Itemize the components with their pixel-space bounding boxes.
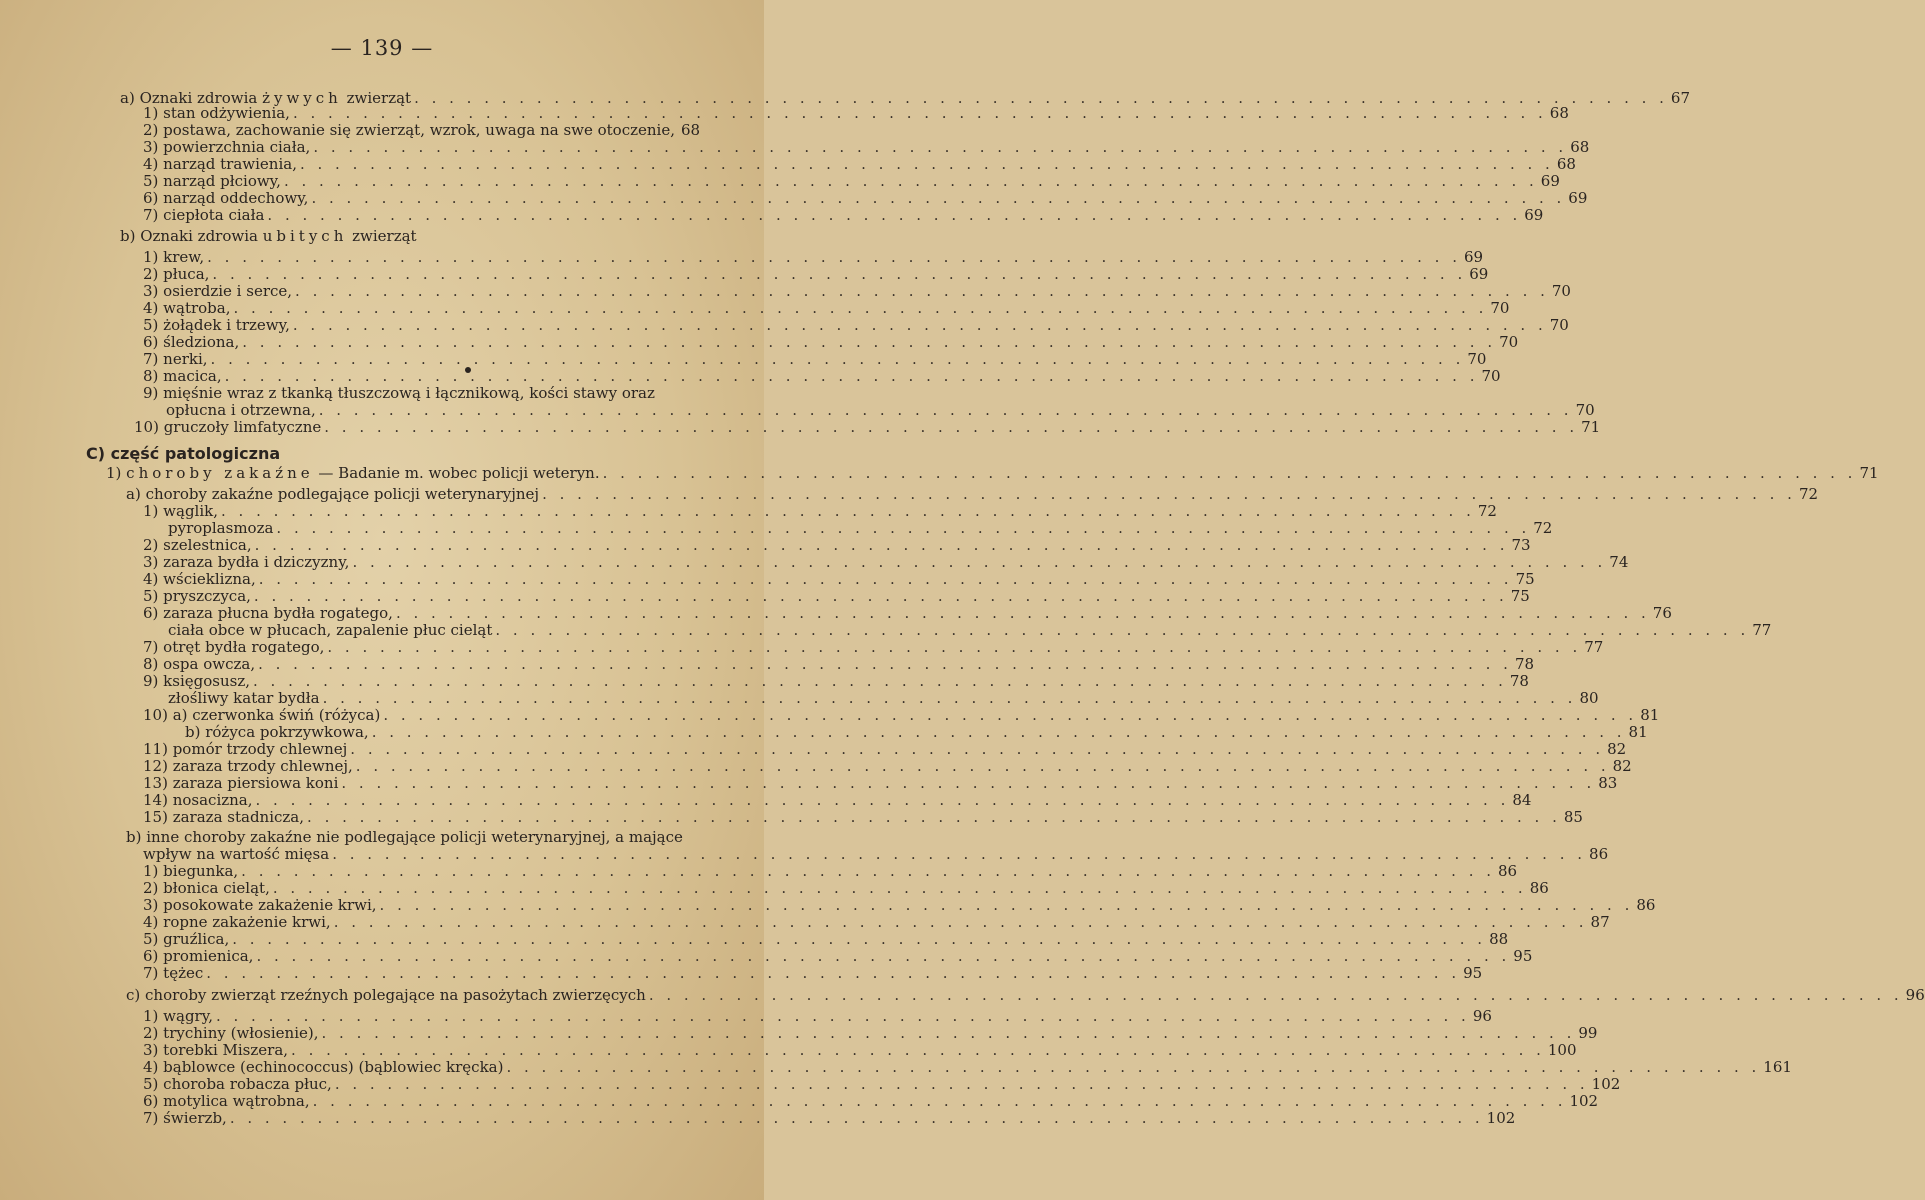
toc-entry-title: 1) krew, (143, 248, 205, 266)
leader-dots (234, 299, 1488, 317)
leader-dots (332, 845, 1586, 863)
toc-entry-page: 67 (1670, 89, 1691, 107)
toc-entry (143, 913, 1610, 931)
toc-entry (143, 248, 1484, 266)
toc-entry-title: 9) księgosusz, (143, 672, 250, 690)
toc-entry-title: 15) zaraza stadnicza, (143, 808, 305, 826)
toc-entry-title: 3) posokowate zakażenie krwi, (143, 896, 377, 914)
toc-entry-page: 69 (1540, 172, 1560, 190)
toc-entry-title: b) inne choroby zakaźne nie podlegające policji weterynaryjnej, a mające (126, 828, 683, 846)
leader-dots (258, 655, 1512, 673)
toc-entry (143, 104, 1569, 122)
toc-entry-title: 2) szelestnica, (143, 536, 252, 554)
toc-entry (143, 570, 1535, 588)
toc-entry-page: 73 (1511, 536, 1531, 554)
toc-entry-page: 102 (1486, 1109, 1516, 1127)
toc-entry (143, 265, 1489, 283)
leader-dots (383, 706, 1637, 724)
toc-entry (143, 845, 1609, 863)
toc-entry-page: 77 (1752, 621, 1772, 639)
leader-dots (603, 464, 1857, 482)
toc-entry-title: 14) nosacizna, (143, 791, 253, 809)
toc-entry-title: 10) a) czerwonka świń (różyca) (143, 706, 381, 724)
toc-entry-page: 69 (1524, 206, 1544, 224)
toc-entry (185, 723, 1648, 741)
toc-entry (143, 189, 1588, 207)
toc-entry-title: b) Oznaki zdrowia ubitych zwierząt (120, 227, 417, 245)
toc-entry (143, 282, 1571, 300)
toc-entry-page: 81 (1628, 723, 1648, 741)
toc-entry-page: 78 (1509, 672, 1529, 690)
toc-entry-page: 82 (1607, 740, 1627, 758)
toc-entry-page: 96 (1472, 1007, 1492, 1025)
toc-entry (143, 706, 1660, 724)
toc-entry (143, 121, 701, 139)
toc-entry-title: złośliwy katar bydła (168, 689, 320, 707)
leader-dots (323, 689, 1577, 707)
toc-entry (143, 879, 1549, 897)
toc-entry-page: 161 (1763, 1058, 1792, 1076)
toc-entry-page: 85 (1563, 808, 1583, 826)
toc-entry-page: 68 (681, 121, 701, 139)
toc-entry-title: 3) powierzchnia ciała, (143, 138, 311, 156)
toc-entry-title: 5) gruźlica, (143, 930, 230, 948)
leader-dots (254, 587, 1508, 605)
toc-entry-title: 5) żołądek i trzewy, (143, 316, 290, 334)
toc-entry-title: wpływ na wartość mięsa (143, 845, 330, 863)
toc-entry-title: opłucna i otrzewna, (166, 401, 316, 419)
page-number: — 139 — (330, 36, 434, 60)
toc-entry-title: 4) ropne zakażenie krwi, (143, 913, 331, 931)
toc-entry-title: 6) narząd oddechowy, (143, 189, 309, 207)
toc-entry-title: 9) mięśnie wraz z tkanką tłuszczową i łącznikową, kości stawy oraz (143, 384, 655, 402)
leader-dots (396, 604, 1650, 622)
toc-entry-page: 70 (1575, 401, 1595, 419)
toc-entry (168, 689, 1599, 707)
toc-entry-title: 4) wątroba, (143, 299, 231, 317)
toc-entry-title: 1) biegunka, (143, 862, 239, 880)
toc-entry-page: 70 (1481, 367, 1501, 385)
leader-dots (259, 570, 1513, 588)
toc-entry-page: 102 (1591, 1075, 1621, 1093)
leader-dots (212, 265, 1466, 283)
toc-entry-page: 71 (1859, 464, 1879, 482)
toc-entry-page: 95 (1463, 964, 1483, 982)
leader-dots (322, 1024, 1576, 1042)
toc-entry (168, 519, 1553, 537)
toc-entry (143, 155, 1576, 173)
leader-dots (295, 282, 1549, 300)
toc-entry (143, 536, 1531, 554)
toc-entry-page: 87 (1590, 913, 1610, 931)
toc-entry (143, 672, 1529, 690)
leader-dots (225, 367, 1479, 385)
leader-dots (542, 485, 1796, 503)
toc-entry (143, 638, 1604, 656)
toc-entry-title: 11) pomór trzody chlewnej (143, 740, 348, 758)
toc-entry-page: 80 (1579, 689, 1599, 707)
leader-dots (221, 502, 1475, 520)
toc-entry (126, 485, 1819, 503)
toc-entry-page: 102 (1569, 1092, 1599, 1110)
toc-entry-page: 88 (1489, 930, 1509, 948)
toc-entry (166, 401, 1595, 419)
leader-dots (350, 740, 1604, 758)
toc-entry-page: 70 (1467, 350, 1487, 368)
toc-entry-page: 75 (1515, 570, 1535, 588)
toc-entry-title: 7) świerzb, (143, 1109, 227, 1127)
toc-entry (143, 1092, 1599, 1110)
leader-dots (380, 896, 1634, 914)
toc-entry (143, 774, 1618, 792)
leader-dots (216, 1007, 1470, 1025)
leader-dots (230, 1109, 1484, 1127)
toc-entry-title: a) choroby zakaźne podlegające policji weterynaryjnej (126, 485, 540, 503)
leader-dots (256, 947, 1510, 965)
toc-entry-page: 84 (1512, 791, 1532, 809)
leader-dots (495, 621, 1749, 639)
toc-entry-title: 2) błonica cieląt, (143, 879, 270, 897)
toc-entry (143, 553, 1629, 571)
toc-entry-title: 4) wścieklizna, (143, 570, 256, 588)
leader-dots (232, 930, 1486, 948)
toc-entry-title: 2) płuca, (143, 265, 210, 283)
toc-entry-title: 12) zaraza trzody chlewnej, (143, 757, 353, 775)
toc-entry-title: 6) zaraza płucna bydła rogatego, (143, 604, 393, 622)
toc-entry-page: 95 (1513, 947, 1533, 965)
toc-entry-title: 13) zaraza piersiowa koni (143, 774, 339, 792)
toc-entry (143, 1075, 1621, 1093)
leader-dots (313, 1092, 1567, 1110)
toc-entry-title: 1) choroby zakaźne — Badanie m. wobec policji weteryn. (106, 464, 600, 482)
toc-entry-page: 71 (1581, 418, 1601, 436)
toc-entry-title: 3) torebki Miszera, (143, 1041, 289, 1059)
toc-entry (106, 464, 1879, 482)
leader-dots (649, 986, 1903, 1004)
toc-entry-title: 5) pryszczyca, (143, 587, 251, 605)
leader-dots (300, 155, 1554, 173)
toc-entry-page: 75 (1510, 587, 1530, 605)
toc-entry (143, 172, 1560, 190)
leader-dots (324, 418, 1578, 436)
toc-entry-page: 70 (1551, 282, 1571, 300)
toc-entry (168, 621, 1772, 639)
toc-entry-title: 4) narząd trawienia, (143, 155, 297, 173)
toc-entry-title: 2) trychiny (włosienie), (143, 1024, 319, 1042)
toc-entry-page: 68 (1556, 155, 1576, 173)
toc-entry-title: 10) gruczoły limfatyczne (134, 418, 322, 436)
toc-entry (143, 1058, 1792, 1076)
toc-entry (143, 757, 1632, 775)
toc-entry-page: 100 (1547, 1041, 1577, 1059)
leader-dots (335, 1075, 1589, 1093)
toc-entry-page: 83 (1598, 774, 1618, 792)
toc-entry (143, 384, 686, 402)
leader-dots (293, 104, 1547, 122)
leader-dots (334, 913, 1588, 931)
toc-entry-page: 86 (1636, 896, 1656, 914)
toc-entry-page: 86 (1589, 845, 1609, 863)
toc-entry-title: 1) wąglik, (143, 502, 218, 520)
toc-entry (126, 986, 1925, 1004)
leader-dots (311, 189, 1565, 207)
leader-dots (273, 879, 1527, 897)
toc-entry-title: 5) narząd płciowy, (143, 172, 281, 190)
toc-entry (143, 367, 1501, 385)
toc-entry (143, 333, 1519, 351)
toc-entry (120, 227, 686, 245)
toc-entry (143, 862, 1518, 880)
toc-entry-title: 7) tężec (143, 964, 204, 982)
toc-entry (143, 138, 1590, 156)
toc-entry-title: b) różyca pokrzywkowa, (185, 723, 369, 741)
toc-entry (143, 791, 1532, 809)
toc-entry-page: 69 (1469, 265, 1489, 283)
toc-entry-title: 3) osierdzie i serce, (143, 282, 293, 300)
toc-entry (143, 930, 1509, 948)
toc-entry (143, 1041, 1577, 1059)
toc-entry-title: 7) ciepłota ciała (143, 206, 265, 224)
toc-entry-page: 72 (1533, 519, 1553, 537)
toc-entry-title: 6) motylica wątrobna, (143, 1092, 310, 1110)
toc-entry (143, 604, 1672, 622)
leader-dots (356, 757, 1610, 775)
leader-dots (291, 1041, 1545, 1059)
toc-entry (143, 964, 1483, 982)
leader-dots (211, 350, 1465, 368)
leader-dots (276, 519, 1530, 537)
toc-entry (143, 740, 1627, 758)
section-c-heading: C) część patologiczna (86, 444, 281, 463)
toc-entry-title: pyroplasmoza (168, 519, 274, 537)
toc-entry-title: 8) ospa owcza, (143, 655, 256, 673)
toc-entry-title: 5) choroba robacza płuc, (143, 1075, 332, 1093)
toc-entry-page: 69 (1463, 248, 1484, 266)
toc-entry (143, 808, 1583, 826)
toc-entry-title: 1) stan odżywienia, (143, 104, 290, 122)
toc-entry (143, 1007, 1492, 1025)
leader-dots (207, 248, 1461, 266)
toc-entry-title: 2) postawa, zachowanie się zwierząt, wzrok, uwaga na swe otoczenie, (143, 121, 675, 139)
toc-entry-page: 76 (1652, 604, 1672, 622)
toc-entry-page: 81 (1640, 706, 1660, 724)
toc-entry-page: 70 (1499, 333, 1519, 351)
leader-dots (293, 316, 1547, 334)
toc-entry (143, 350, 1487, 368)
toc-entry (126, 828, 683, 846)
leader-dots (284, 172, 1538, 190)
toc-entry (134, 418, 1601, 436)
toc-entry-page: 70 (1549, 316, 1569, 334)
toc-entry (143, 587, 1530, 605)
toc-entry (143, 206, 1544, 224)
toc-entry (143, 896, 1656, 914)
toc-entry (143, 316, 1569, 334)
toc-entry-page: 82 (1612, 757, 1632, 775)
toc-entry-title: 8) macica, (143, 367, 222, 385)
leader-dots (319, 401, 1573, 419)
leader-dots (255, 536, 1509, 554)
toc-entry-page: 77 (1584, 638, 1604, 656)
toc-entry (143, 502, 1497, 520)
leader-dots (506, 1058, 1760, 1076)
toc-entry-title: 7) nerki, (143, 350, 208, 368)
leader-dots (267, 206, 1521, 224)
toc-entry-page: 68 (1549, 104, 1569, 122)
toc-entry-title: c) choroby zwierząt rzeźnych polegające na pasożytach zwierzęcych (126, 986, 646, 1004)
toc-entry-page: 86 (1498, 862, 1518, 880)
toc-entry (143, 299, 1510, 317)
toc-entry-page: 99 (1578, 1024, 1598, 1042)
toc-entry-page: 70 (1490, 299, 1510, 317)
leader-dots (242, 333, 1496, 351)
toc-entry-title: 6) śledziona, (143, 333, 240, 351)
leader-dots (341, 774, 1595, 792)
leader-dots (206, 964, 1460, 982)
toc-entry-page: 96 (1905, 986, 1925, 1004)
toc-entry-page: 72 (1798, 485, 1819, 503)
toc-entry-title: 4) bąblowce (echinococcus) (bąblowiec kręcka) (143, 1058, 504, 1076)
toc-entry-title: a) Oznaki zdrowia żywych zwierząt (120, 89, 412, 107)
toc-entry (143, 1109, 1516, 1127)
toc-entry-title: 1) wągry, (143, 1007, 213, 1025)
toc-entry-page: 86 (1529, 879, 1549, 897)
leader-dots (241, 862, 1495, 880)
toc-entry-page: 69 (1568, 189, 1588, 207)
toc-entry (143, 1024, 1598, 1042)
toc-entry-title: 7) otręt bydła rogatego, (143, 638, 325, 656)
toc-entry (143, 947, 1533, 965)
toc-entry-page: 72 (1477, 502, 1497, 520)
leader-dots (307, 808, 1561, 826)
leader-dots (352, 553, 1606, 571)
ink-blot (465, 367, 471, 373)
toc-entry-page: 78 (1514, 655, 1535, 673)
toc-entry-title: ciała obce w płucach, zapalenie płuc cieląt (168, 621, 493, 639)
leader-dots (327, 638, 1581, 656)
leader-dots (253, 672, 1507, 690)
leader-dots (313, 138, 1567, 156)
toc-entry (143, 655, 1535, 673)
leader-dots (256, 791, 1510, 809)
leader-dots (372, 723, 1626, 741)
toc-entry-page: 68 (1570, 138, 1590, 156)
toc-entry-title: 3) zaraza bydła i dziczyzny, (143, 553, 350, 571)
toc-entry-title: 6) promienica, (143, 947, 254, 965)
toc-entry-page: 74 (1609, 553, 1629, 571)
